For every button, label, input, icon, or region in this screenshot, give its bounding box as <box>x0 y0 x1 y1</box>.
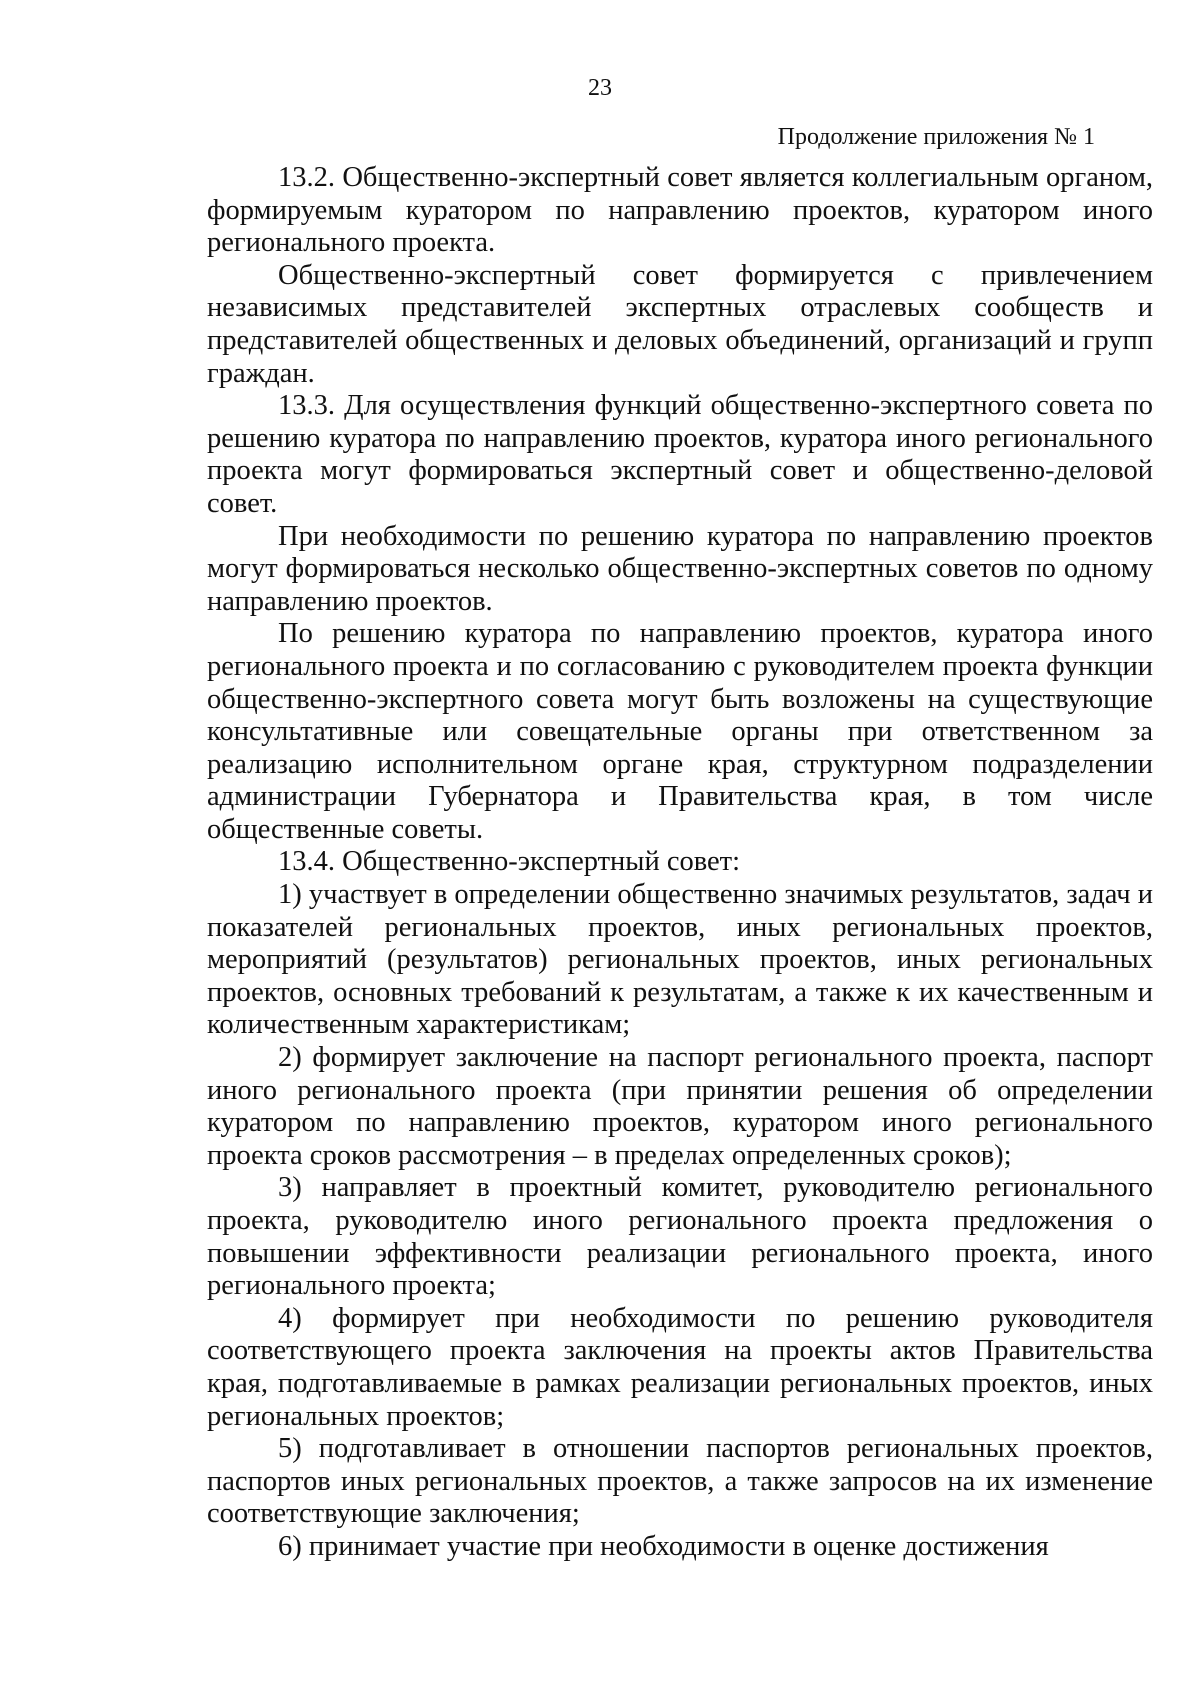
list-item-5: 5) подготавливает в отношении паспортов региональных проектов, паспортов иных региональных проектов, а также запросов на их изменение соответствующие заключения; <box>207 1433 1153 1530</box>
list-item-3: 3) направляет в проектный комитет, руководителю регионального проекта, руководителю иного регионального проекта предложения о повышении эффективности реализации регионального проекта, иного регионального проекта; <box>207 1172 1153 1302</box>
paragraph-functions-assignment: По решению куратора по направлению проектов, куратора иного регионального проекта и по согласованию с руководителем проекта функции общественно-экспертного совета могут быть возложены на существующие консультативные или совещательные органы при ответственном за реализацию исполнительном органе края, структурном подразделении администрации Губернатора и Правительства края, в том числе общественные советы. <box>207 618 1153 845</box>
page-number: 23 <box>588 75 612 101</box>
list-item-6: 6) принимает участие при необходимости в оценке достижения <box>278 1530 1049 1562</box>
paragraph-13-4: 13.4. Общественно-экспертный совет: <box>278 846 741 878</box>
list-item-4: 4) формирует при необходимости по решению руководителя соответствующего проекта заключения на проекты актов Правительства края, подготавливаемые в рамках реализации региональных проектов, иных региональных проектов; <box>207 1302 1153 1432</box>
paragraph-council-formation: Общественно-экспертный совет формируется с привлечением независимых представителей экспертных отраслевых сообществ и представителей общественных и деловых объединений, организаций и групп граждан. <box>207 259 1153 389</box>
list-item-2: 2) формирует заключение на паспорт регионального проекта, паспорт иного регионального проекта (при принятии решения об определении куратором по направлению проектов, куратором иного регионального проекта сроков рассмотрения – в пределах определенных сроков); <box>207 1042 1153 1171</box>
document-body <box>207 162 1153 1564</box>
appendix-continuation-note: Продолжение приложения № 1 <box>777 124 1095 150</box>
paragraph-13-2: 13.2. Общественно-экспертный совет является коллегиальным органом, формируемым куратором по направлению проектов, куратором иного регионального проекта. <box>207 162 1153 259</box>
paragraph-multiple-councils: При необходимости по решению куратора по направлению проектов могут формироваться несколько общественно-экспертных советов по одному направлению проектов. <box>207 520 1153 617</box>
paragraph-13-3: 13.3. Для осуществления функций общественно-экспертного совета по решению куратора по направлению проектов, куратора иного регионального проекта могут формироваться экспертный совет и общественно-деловой совет. <box>207 390 1153 519</box>
list-item-1: 1) участвует в определении общественно значимых результатов, задач и показателей региональных проектов, иных региональных проектов, мероприятий (результатов) региональных проектов, иных региональных проектов, основных требований к результатам, а также к их качественным и количественным характеристикам; <box>207 879 1153 1041</box>
